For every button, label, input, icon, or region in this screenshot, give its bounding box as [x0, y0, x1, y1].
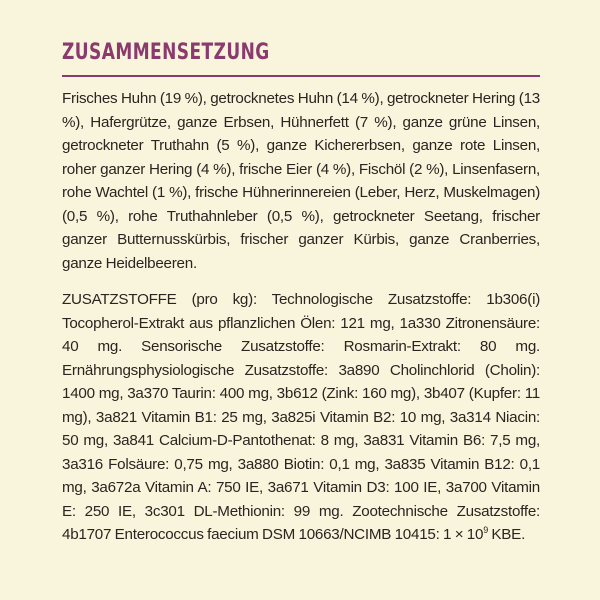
additives-exponent: 9 — [483, 524, 488, 535]
additives-suffix: KBE. — [487, 526, 526, 543]
additives-paragraph — [62, 288, 540, 547]
additives-text: ZUSATZSTOFFE (pro kg): Technologische Zusatzstoffe: 1b306(i) Tocopherol-Extrakt aus pflanzlichen Ölen: 121 mg, 1a330 Zitronensäure: 40 mg. Sensorische Zusatzstoffe: Rosmarin-Extrakt: 80 mg. Ernährungsphysiologische Zusatzstoffe: 3a890 Cholinchlorid (Cholin): 1400 mg, 3a370 Taurin: 400 mg, 3b612 (Zink: 160 mg), 3b407 (Kupfer: 11 mg), 3a821 Vitamin B1: 25 mg, 3a825i Vitamin B2: 10 mg, 3a314 Niacin: 50 mg, 3a841 Calcium-D-Pantothenat: 8 mg, 3a831 Vitamin B6: 7,5 mg, 3a316 Folsäure: 0,75 mg, 3a880 Biotin: 0,1 mg, 3a835 Vitamin B12: 0,1 mg, 3a672a Vitamin A: 750 IE, 3a671 Vitamin D3: 100 IE, 3a700 Vitamin E: 250 IE, 3c301 DL-Methionin: 99 mg. Zootechnische Zusatzstoffe: 4b1707 Enterococcus faecium DSM 10663/NCIMB 10415: 1 × 10 — [62, 291, 540, 543]
ingredients-text: Frisches Huhn (19 %), getrocknetes Huhn (14 %), getrockneter Hering (13 %), Hafergrütze, ganze Erbsen, Hühnerfett (7 %), ganze grüne Linsen, getrockneter Truthahn (5 %), ganze Kichererbsen, ganze rote Linsen, roher ganzer Hering (4 %), frische Eier (4 %), Fischöl (2 %), Linsenfasern, rohe Wachtel (1 %), frische Hühnerinnereien (Leber, Herz, Muskelmagen) (0,5 %), rohe Truthahnleber (0,5 %), getrockneter Seetang, frischer ganzer Butternusskürbis, frischer ganzer Kürbis, ganze Cranberries, ganze Heidelbeeren. — [62, 90, 540, 272]
section-heading: ZUSAMMENSETZUNG — [62, 40, 270, 65]
heading-divider — [62, 75, 540, 77]
composition-panel — [62, 38, 540, 547]
